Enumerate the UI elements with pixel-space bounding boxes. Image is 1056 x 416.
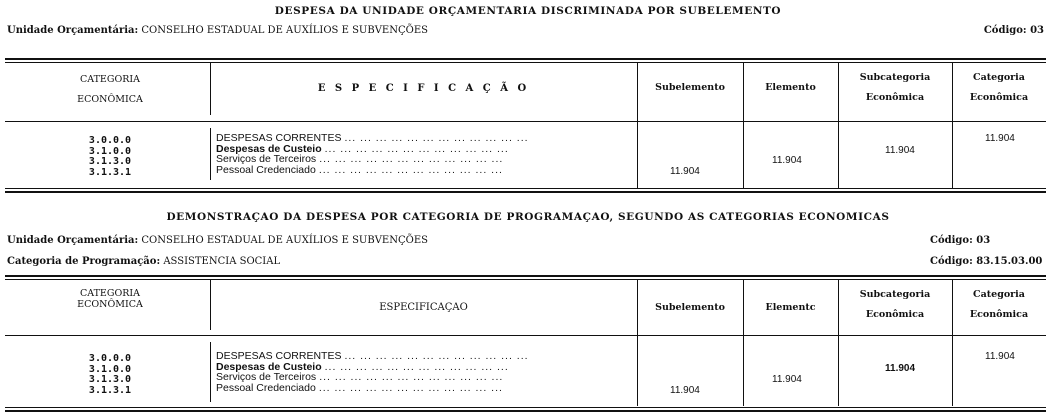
table2-program-value: ASSISTENCIA SOCIAL	[163, 256, 281, 267]
spec-text: Despesas de Custeio	[216, 360, 322, 373]
table1-code-row: 3.1.0.0	[88, 145, 132, 157]
table2-program-label: Categoria de Programação:	[7, 256, 161, 267]
table2-header-categoria2-l1: Categoria	[973, 289, 1025, 300]
spec-text: DESPESAS CORRENTES	[216, 133, 342, 144]
leader-dots: ... ... ... ... ... ... ... ... ... ... ... ...	[319, 371, 504, 383]
table1-header-categoria2-l1: Categoria	[973, 72, 1025, 83]
table1-bottom-rule-thin	[5, 188, 1046, 189]
table2-header-subcategoria-l2: Econômica	[865, 309, 925, 320]
table2-header-categoria-l2: ECONÔMICA	[77, 299, 143, 310]
table1-header-categoria-economica	[952, 68, 1046, 108]
table2-code-row: 3.0.0.0	[88, 353, 132, 364]
leader-dots: ... ... ... ... ... ... ... ... ... ... ... ...	[319, 153, 504, 165]
table1-value-categoria: 11.904	[985, 133, 1015, 144]
table2-header-rule	[5, 335, 1046, 336]
table2-program-code: Código: 83.15.03.00	[930, 256, 1043, 267]
leader-dots: ... ... ... ... ... ... ... ... ... ... ... ...	[344, 133, 529, 144]
table2-spec-line	[216, 383, 634, 394]
table2-top-rule	[5, 275, 1046, 277]
spec-text: Serviços de Terceiros	[216, 153, 317, 165]
table1-spec-line	[216, 133, 634, 144]
table1-header-especificacao: E S P E C I F I C A Ç Ã O	[317, 83, 530, 94]
table2-bottom-rule	[5, 410, 1046, 412]
table2-code-row: 3.1.3.0	[88, 374, 132, 385]
table1-code: Código: 03	[983, 25, 1044, 36]
table1-header-subcategoria-l2: Econômica	[865, 92, 925, 103]
table1-header-subcategoria-l1: Subcategoria	[859, 72, 931, 83]
table2-code-row: 3.1.0.0	[88, 363, 132, 375]
table2-spec-line	[216, 351, 634, 362]
table1-header-categoria2-l2: Econômica	[969, 92, 1029, 103]
spec-text: Despesas de Custeio	[216, 142, 322, 155]
table1-bottom-rule	[5, 191, 1046, 193]
table1-spec-line	[216, 165, 634, 176]
table2-header-elemento: Elementc	[765, 302, 816, 313]
table1-top-rule	[5, 58, 1046, 60]
table2-program	[7, 256, 280, 267]
table2-value-elemento: 11.904	[772, 374, 802, 385]
table1-code-row: 3.1.3.0	[88, 156, 132, 167]
table2-top-rule-thin	[5, 279, 1046, 280]
table1-header-categoria	[40, 70, 180, 110]
table2-header-subelemento: Subelemento	[655, 302, 725, 313]
leader-dots: ... ... ... ... ... ... ... ... ... ... ... ...	[324, 142, 509, 155]
table1-spec-line	[216, 154, 634, 165]
table2-bottom-rule-thin	[5, 407, 1046, 408]
table1-col-divider	[210, 128, 211, 180]
table2-unit-label: Unidade Orçamentária:	[7, 235, 139, 246]
table1-unit	[7, 25, 428, 36]
table2-title: DEMONSTRAÇAO DA DESPESA POR CATEGORIA DE PROGRAMAÇAO, SEGUNDO AS CATEGORIAS ECONOMICAS	[166, 211, 890, 223]
table1-unit-value: CONSELHO ESTADUAL DE AUXÍLIOS E SUBVENÇÕES	[141, 25, 428, 36]
table2-value-categoria: 11.904	[985, 351, 1015, 362]
table1-unit-label: Unidade Orçamentária:	[7, 25, 139, 36]
table2-codes	[70, 354, 150, 396]
table1-value-subelemento: 11.904	[670, 166, 700, 177]
table2-col-divider	[210, 342, 211, 402]
table1-value-subcategoria: 11.904	[885, 145, 915, 156]
table2-header-categoria2-l2: Econômica	[969, 309, 1029, 320]
table1-header-subelemento: Subelemento	[655, 82, 725, 93]
leader-dots: ... ... ... ... ... ... ... ... ... ... ... ...	[344, 351, 529, 362]
table1-code-row: 3.0.0.0	[88, 135, 132, 146]
table1-header-elemento: Elemento	[765, 82, 816, 93]
table1-title: DESPESA DA UNIDADE ORÇAMENTARIA DISCRIMINADA POR SUBELEMENTO	[274, 5, 782, 17]
table2-code-row: 3.1.3.1	[88, 384, 132, 396]
spec-text: Pessoal Credenciado	[216, 163, 316, 175]
table2-spec-lines	[216, 351, 634, 393]
table2-header-categoria	[40, 288, 180, 310]
table2-header-subcategoria-l1: Subcategoria	[859, 289, 931, 300]
table1-codes	[70, 136, 150, 178]
spec-text: Serviços de Terceiros	[216, 371, 317, 383]
table2-header-categoria-economica	[952, 285, 1046, 325]
leader-dots: ... ... ... ... ... ... ... ... ... ... ... ...	[318, 381, 503, 393]
table2-unit-value: CONSELHO ESTADUAL DE AUXÍLIOS E SUBVENÇÕES	[141, 235, 428, 246]
table1-header-categoria-l2: ECONÔMICA	[77, 94, 143, 105]
table1-header-categoria-l1: CATEGORIA	[79, 74, 141, 85]
leader-dots: ... ... ... ... ... ... ... ... ... ... ... ...	[324, 360, 509, 373]
spec-text: Pessoal Credenciado	[216, 381, 316, 393]
table1-header-rule	[5, 121, 1046, 122]
table2-value-subelemento: 11.904	[670, 385, 700, 396]
table2-spec-line	[216, 372, 634, 383]
leader-dots: ... ... ... ... ... ... ... ... ... ... ... ...	[318, 163, 503, 175]
table2-code: Código: 03	[930, 235, 991, 246]
table1-header-subcategoria	[838, 68, 952, 108]
table1-code-row: 3.1.3.1	[88, 166, 132, 178]
table2-header-especificacao: ESPECIFICAÇAO	[379, 302, 468, 313]
table2-header-categoria-l1: CATEGORIA	[79, 288, 141, 299]
table2-unit	[7, 235, 428, 246]
table1-value-elemento: 11.904	[772, 155, 802, 166]
table2-value-subcategoria: 11.904	[885, 363, 916, 374]
table1-top-rule-thin	[5, 62, 1046, 63]
table1-spec-lines	[216, 133, 634, 175]
table2-header-subcategoria	[838, 285, 952, 325]
spec-text: DESPESAS CORRENTES	[216, 351, 342, 362]
